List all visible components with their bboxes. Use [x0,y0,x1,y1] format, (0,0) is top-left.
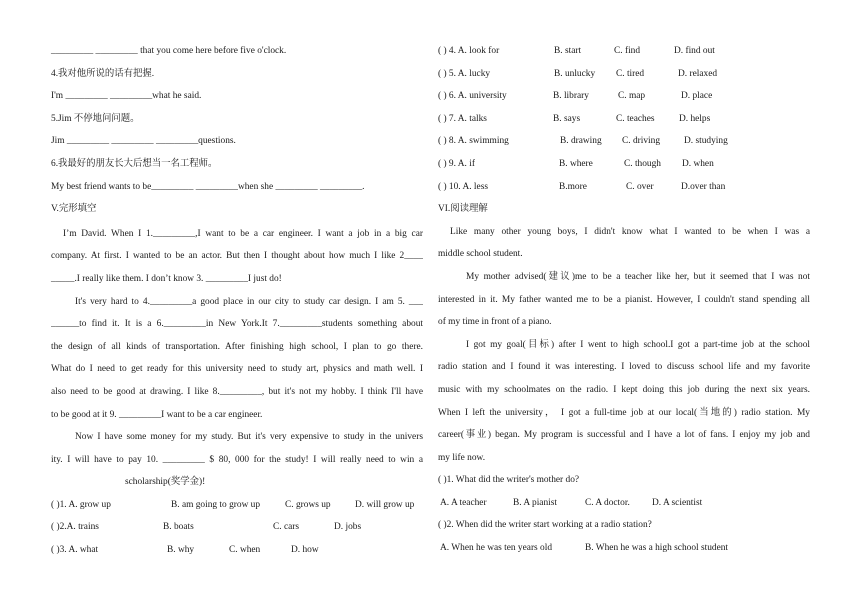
option-c: C. teaches [616,113,655,124]
section-title-reading: VI.阅读理解 [438,204,488,215]
option-c: C. map [618,91,646,102]
option-c: C. grows up [285,499,331,510]
option-d: D. relaxed [678,68,718,79]
passage-line: Now I have some money for my study. But it's very expensive to study in the univers [75,432,423,443]
option-c: C. though [624,158,661,169]
translation-prompt-6: 6.我最好的朋友长大后想当一名工程师。 [51,158,218,169]
cloze-question-4 [438,40,810,63]
question-stem: ( ) 5. A. lucky [438,68,491,79]
cloze-passage [51,223,423,494]
translation-answer-line: _________ _________ that you come here before five o'clock. [51,46,287,56]
option-b: B. where [559,158,593,169]
cloze-question-5 [438,63,810,86]
cloze-question-9 [438,153,810,176]
reading-question-2: ( )2. When did the writer start working at a radio station? [438,520,652,531]
option-b: B. A pianist [513,497,558,508]
cloze-question-7 [438,108,810,131]
option-b: B. am going to grow up [171,499,261,510]
passage-line: It's very hard to 4._________a good place in our city to study car design. I am 5. ___ [75,296,423,307]
left-column [51,40,423,562]
passage-line: _____.I really like them. I don’t know 3. _________I just do! [51,273,282,284]
translation-answer-5: Jim _________ _________ _________questions. [51,136,236,147]
passage-line: ity. I will have to pay 10. _________ $ 80, 000 for the study! I will really need to win a [51,454,423,465]
option-a: A. A teacher [440,497,487,508]
passage-line: interested in it. My father wanted me to be a pianist. However, I couldn't stand spending all [438,294,810,305]
question-stem: ( ) 9. A. if [438,158,475,169]
option-b: B. says [553,113,581,124]
reading-question-1: ( )1. What did the writer's mother do? [438,475,580,486]
option-d: D. helps [679,113,711,124]
question-stem: ( )1. A. grow up [51,499,111,510]
passage-line: company. At first. I wanted to be an actor. But then I thought about how much I like 2____ [51,251,423,262]
option-d: D. find out [674,46,715,56]
option-b: B. why [167,545,195,556]
translation-answer-4: I'm _________ _________what he said. [51,91,202,102]
reading-question-1-options [438,492,810,515]
passage-line: career(事业) began. My program is successful and I have a lot of fans. I enjoy my job and [438,430,810,441]
passage-line: What do I need to get ready for this university need to study art, physics and math well. I [51,364,423,375]
option-d: D.over than [681,181,726,192]
question-stem: ( ) 7. A. talks [438,113,487,124]
reading-passage [438,221,810,470]
translation-prompt-4: 4.我对他所说的话有把握. [51,68,155,79]
option-d: D. place [681,91,713,102]
passage-line: My mother advised(建议)me to be a teacher like her, but it seemed that I was not [466,271,810,282]
option-c: C. when [229,545,261,556]
option-d: D. when [682,158,714,169]
option-b: B. unlucky [554,68,596,79]
option-c: C. cars [273,522,300,533]
right-column [438,40,810,560]
passage-line: ______to find it. It is a 6._________in New York.It 7._________students something about [51,319,423,330]
passage-line: I got my goal(目标) after I went to high school.I got a part-time job at the school [466,339,810,350]
question-stem: ( ) 6. A. university [438,91,507,102]
cloze-question-3 [51,539,423,562]
cloze-question-2 [51,516,423,539]
cloze-question-10 [438,176,810,199]
option-b: B. drawing [560,136,602,147]
section-title-cloze: V.完形填空 [51,204,97,215]
passage-line: scholarship(奖学金)! [125,477,206,488]
passage-line: to be good at it 9. _________I want to be a car engineer. [51,409,263,420]
option-c: C. find [614,46,641,56]
cloze-question-8 [438,130,810,153]
question-stem: ( ) 8. A. swimming [438,136,509,147]
question-stem: ( ) 10. A. less [438,181,488,192]
option-d: D. jobs [334,522,362,533]
translation-prompt-5: 5.Jim 不停地问问题。 [51,113,140,124]
question-stem: ( )3. A. what [51,545,99,556]
passage-line: the design of all kinds of transportation. After finishing high school, I plan to go there. [51,341,423,352]
passage-line: music with my schoolmates on the radio. I kept doing this job during the next six years. [438,384,810,395]
option-c: C. A doctor. [585,497,630,508]
cloze-question-1 [51,494,423,517]
question-stem: ( )2.A. trains [51,522,99,533]
passage-line: Like many other young boys, I didn't know what I wanted to be when I was a [450,226,810,237]
passage-line: radio station and I found it was interesting. I loved to discuss school life and my favorite [438,362,810,373]
passage-line: also need to be good at drawing. I like 8._________, but it's not my hobby. I think I'll have [51,386,423,397]
cloze-question-6 [438,85,810,108]
translation-answer-6: My best friend wants to be_________ _________when she _________ _________. [51,181,365,192]
passage-line: of my time in front of a piano. [438,317,552,328]
option-b: B. When he was a high school student [585,543,729,554]
option-c: C. tired [616,68,645,79]
question-stem: ( ) 4. A. look for [438,46,500,56]
option-a: A. When he was ten years old [440,543,553,554]
option-b: B. start [554,46,582,56]
option-d: D. how [291,545,319,556]
passage-line: my life now. [438,452,486,463]
reading-question-2-options [438,537,810,560]
option-b: B.more [559,181,587,192]
option-d: D. A scientist [652,497,703,508]
passage-line: When I left the university， I got a full-time job at our local(当地的) radio station. My [438,407,810,418]
option-d: D. studying [684,136,728,147]
option-d: D. will grow up [355,499,415,510]
option-b: B. library [553,91,589,102]
passage-line: middle school student. [438,249,523,260]
option-c: C. over [626,181,654,192]
passage-line: I’m David. When I 1._________,I want to be a car engineer. I want a job in a big car [63,228,423,239]
option-c: C. driving [622,136,661,147]
option-b: B. boats [163,522,194,533]
